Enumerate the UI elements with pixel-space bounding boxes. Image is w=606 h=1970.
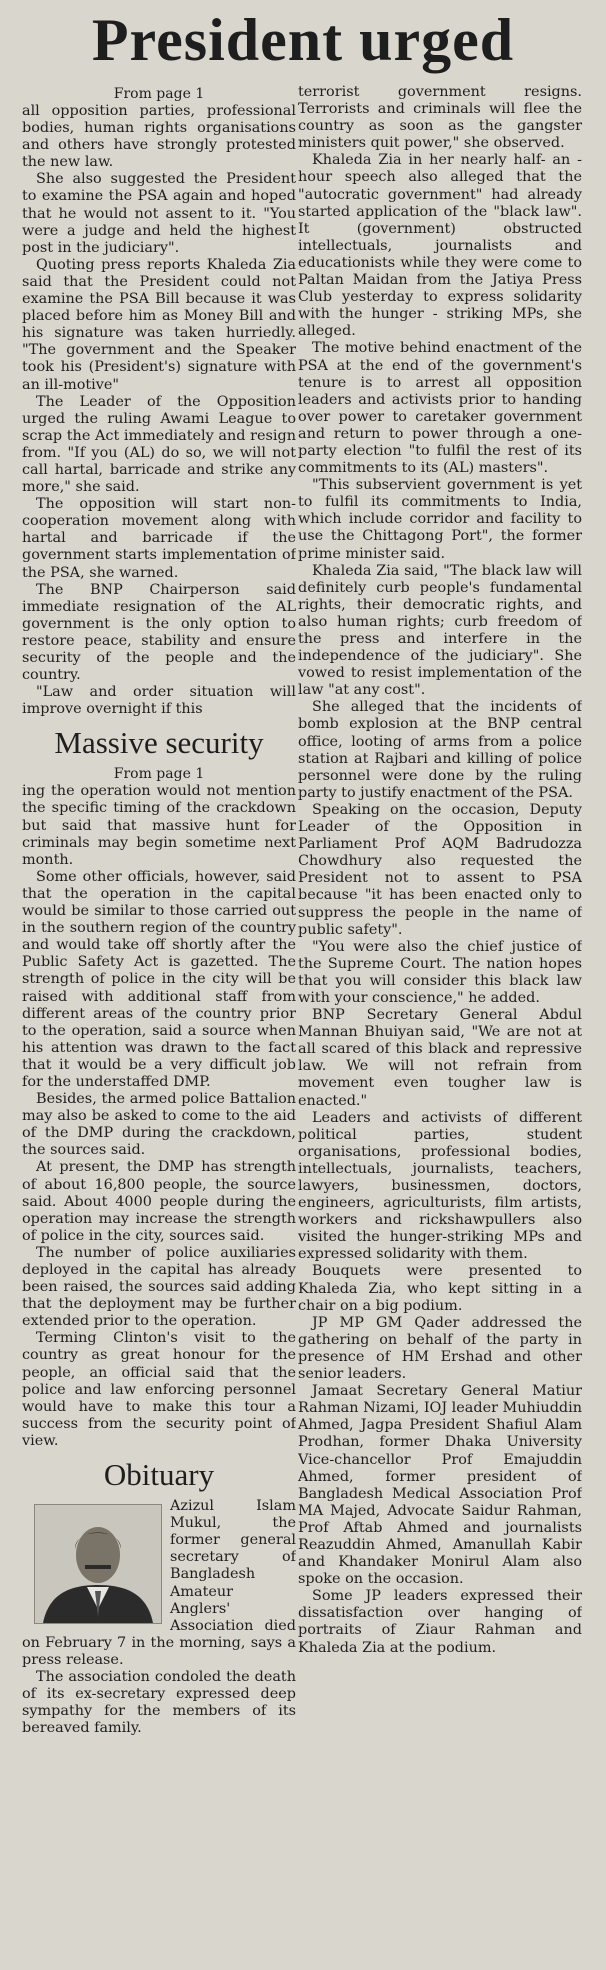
article-paragraph: "Law and order situation will improve overnight if this: [22, 684, 296, 718]
article-paragraph: She also suggested the President to examine the PSA again and hoped that he would not assent to it. "You were a judge and held the highest post in the judiciary".: [22, 171, 296, 256]
article-paragraph: Jamaat Secretary General Matiur Rahman Nizami, IOJ leader Muhiuddin Ahmed, Jagpa President Shafiul Alam Prodhan, former Dhaka University Vice-chancellor Prof Emajuddin Ahmed, former president of Bangladesh Medical Association Prof MA Majed, Advocate Saidur Rahman, Prof Aftab Ahmed and journalists Reazuddin Ahmed, Amanullah Kabir and Khandaker Monirul Alam also spoke on the occasion.: [298, 1383, 582, 1588]
article-paragraph: ing the operation would not mention the specific timing of the crackdown but said that massive hunt for criminals may begin sometime next month.: [22, 783, 296, 868]
article-paragraph: The association condoled the death of its ex-secretary expressed deep sympathy for the members of its bereaved family.: [22, 1668, 296, 1737]
article-paragraph: The BNP Chairperson said immediate resignation of the AL government is the only option to restore peace, stability and ensure security of the people and the country.: [22, 581, 296, 684]
subheadline: Obituary: [103, 1457, 215, 1493]
article-paragraph: BNP Secretary General Abdul Mannan Bhuiyan said, "We are not at all scared of this black and repressive law. We will not refrain from movement even tougher law is enacted.": [298, 1007, 582, 1109]
article-paragraph: The number of police auxiliaries deployed in the capital has already been raised, the sources said adding that the deployment may be further extended prior to the operation.: [22, 1244, 296, 1330]
article-paragraph: The opposition will start non-cooperation movement along with hartal and barricade if the government starts implementation of the PSA, she warned.: [22, 496, 296, 581]
article-paragraph: Besides, the armed police Battalion may also be asked to come to the aid of the DMP during the crackdown, the sources said.: [22, 1091, 296, 1159]
article-paragraph: The motive behind enactment of the PSA at the end of the government's tenure is to arrest all opposition leaders and activists prior to handing over power to caretaker government and return to power through a one-party election "to fulfil the rest of its commitments to its (AL) masters".: [298, 340, 582, 477]
article-paragraph: Khaleda Zia said, "The black law will definitely curb people's fundamental rights, their democratic rights, and also human rights; curb freedom of the press and interfere in the independence of the judiciary". She vowed to resist implementation of the law "at any cost".: [298, 562, 582, 699]
article-paragraph: "This subservient government is yet to fulfil its commitments to India, which include corridor and facility to use the Chittagong Port", the former prime minister said.: [298, 477, 582, 562]
article-paragraph: She alleged that the incidents of bomb explosion at the BNP central office, looting of arms from a police station at Rajbari and killing of police personnel were done by the ruling party to justify enactment of the PSA.: [298, 699, 582, 801]
obituary: [22, 1498, 296, 1737]
article-paragraph: "You were also the chief justice of the Supreme Court. The nation hopes that you will consider this black law with your conscience," he added.: [298, 938, 582, 1006]
right-column: [298, 84, 582, 1964]
article-paragraph: Leaders and activists of different political parties, student organisations, professional bodies, intellectuals, journalists, teachers, lawyers, businessmen, doctors, engineers, agriculturists, film artists, workers and rickshawpullers also visited the hunger-striking MPs and expressed solidarity with them.: [298, 1109, 582, 1263]
article-paragraph: JP MP GM Qader addressed the gathering on behalf of the party in presence of HM Ershad and other senior leaders.: [298, 1314, 582, 1383]
article-paragraph: Khaleda Zia in her nearly half- an -hour speech also alleged that the "autocratic government" had already started application of the "black law". It (government) obstructed intellectuals, journalists and educationists while they were come to Paltan Maidan from the Jatiya Press Club yesterday to express solidarity with the hunger - striking MPs, she alleged.: [298, 152, 582, 340]
article-paragraph: The Leader of the Opposition urged the ruling Awami League to scrap the Act immediately and resign from. "If you (AL) do so, we will not call hartal, barricade and strike any more," she said.: [22, 393, 296, 496]
headline: President urged: [91, 7, 515, 73]
portrait-photo: [34, 1504, 162, 1624]
article-paragraph: all opposition parties, professional bodies, human rights organisations and others have strongly protested the new law.: [22, 103, 296, 171]
article-paragraph: At present, the DMP has strength of about 16,800 people, the source said. About 4000 people during the operation may increase the strength of police in the city, sources said.: [22, 1159, 296, 1244]
article-paragraph: Bouquets were presented to Khaleda Zia, who kept sitting in a chair on a big podium.: [298, 1263, 582, 1314]
article-paragraph: Terming Clinton's visit to the country as great honour for the people, an official said that the police and law enforcing personnel would have to make this tour a success from the security point of view.: [22, 1330, 296, 1449]
article-paragraph: Some other officials, however, said that the operation in the capital would be similar to those carried out in the southern region of the country and would take off shortly after the Public Safety Act is gazetted. The strength of police in the city will be raised with additional staff from different areas of the country prior to the operation, said a source when his attention was drawn to the fact that it would be a very difficult job for the understaffed DMP.: [22, 868, 296, 1090]
article-paragraph: terrorist government resigns. Terrorists and criminals will flee the country as soon as the gangster ministers quit power," she observed.: [298, 84, 582, 152]
article-paragraph: Some JP leaders expressed their dissatisfaction over hanging of portraits of Ziaur Rahman and Khaleda Zia at the podium.: [298, 1588, 582, 1656]
article-paragraph: Quoting press reports Khaleda Zia said that the President could not examine the PSA Bill because it was placed before him as Money Bill and his signature was taken hurriedly. "The government and the Speaker took his (President's) signature with an ill-motive": [22, 256, 296, 393]
jump-line: From page 1: [113, 766, 205, 783]
article-paragraph: Azizul Islam Mukul, the former general secretary of Bangladesh Amateur Anglers' Association died on February 7 in the morning, says a press release.: [22, 1498, 296, 1668]
article-paragraph: Speaking on the occasion, Deputy Leader of the Opposition in Parliament Prof AQM Badrudozza Chowdhury also requested the President not to assent to PSA because "it has been enacted only to suppress the people in the name of public safety".: [298, 801, 582, 938]
jump-line: From page 1: [113, 86, 205, 102]
subheadline: Massive security: [54, 725, 264, 761]
left-column: [22, 84, 296, 1964]
portrait-icon: [35, 1505, 161, 1623]
